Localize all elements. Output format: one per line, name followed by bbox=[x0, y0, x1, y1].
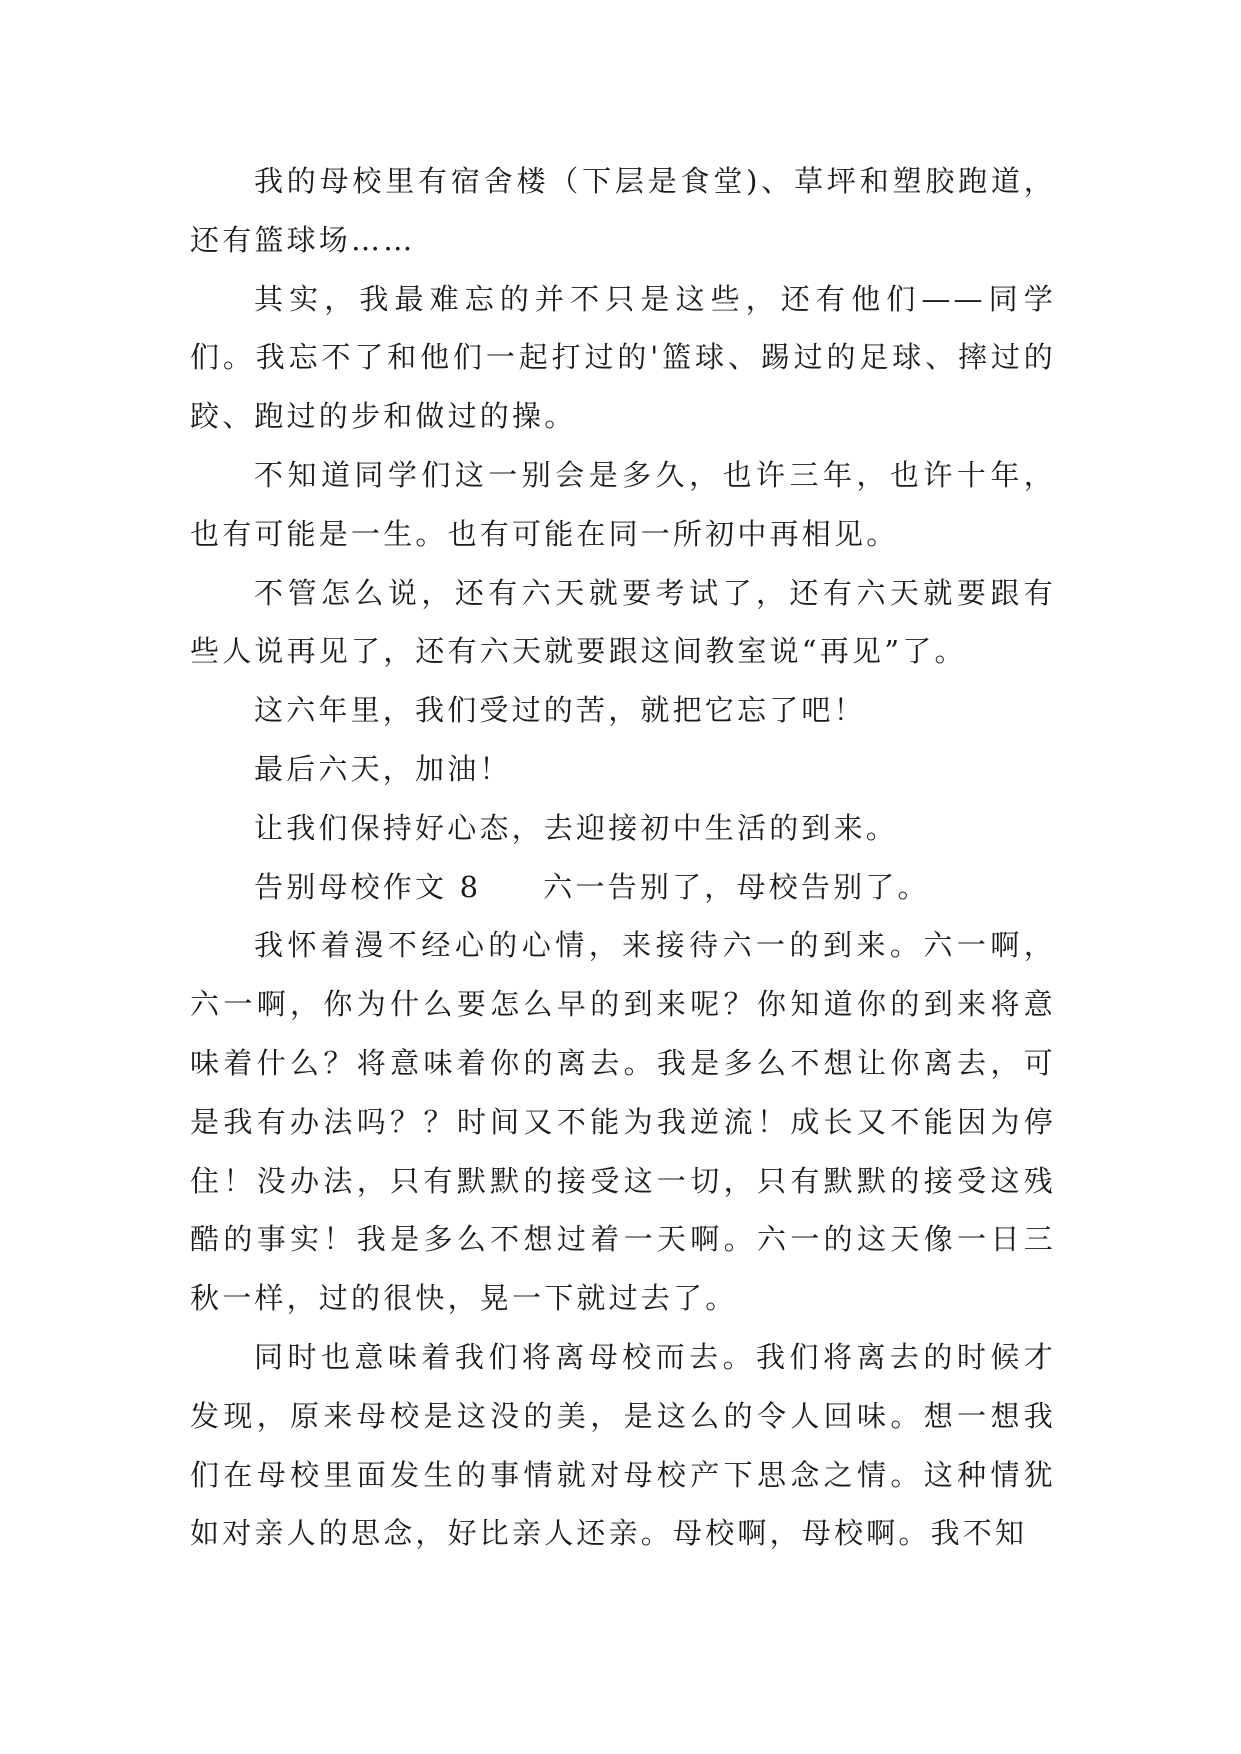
paragraph: 让我们保持好心态，去迎接初中生活的到来。 bbox=[254, 810, 899, 845]
paragraph: 这六年里，我们受过的苦，就把它忘了吧！ bbox=[254, 693, 866, 728]
section-heading-line bbox=[190, 858, 1056, 917]
paragraph: 我的母校里有宿舍楼（下层是食堂)、草坪和塑胶跑道，还有篮球场…… bbox=[190, 164, 1056, 257]
document-body bbox=[190, 152, 1056, 1563]
section-title: 告别母校作文 8 bbox=[254, 869, 482, 904]
paragraph: 我怀着漫不经心的心情，来接待六一的到来。六一啊，六一啊，你为什么要怎么早的到来呢？你知道你的到来将意味着什么？将意味着你的离去。我是多么不想让你离去，可是我有办法吗？？时间又不能为我逆流！成长又不能因为停住！没办法，只有默默的接受这一切，只有默默的接受这残酷的事实！我是多么不想过着一天啊。六一的这天像一日三秋一样，过的很快，晃一下就过去了。 bbox=[190, 928, 1056, 1316]
paragraph: 不知道同学们这一别会是多久，也许三年，也许十年，也有可能是一生。也有可能在同一所初中再相见。 bbox=[190, 457, 1056, 551]
paragraph: 最后六天，加油！ bbox=[254, 751, 512, 786]
paragraph: 不管怎么说，还有六天就要考试了，还有六天就要跟有些人说再见了，还有六天就要跟这间教室说“再见”了。 bbox=[190, 575, 1056, 669]
paragraph: 同时也意味着我们将离母校而去。我们将离去的时候才发现，原来母校是这没的美，是这么的令人回味。想一想我们在母校里面发生的事情就对母校产下思念之情。这种情犹如对亲人的思念，好比亲人还亲。母校啊，母校啊。我不知 bbox=[190, 1339, 1056, 1551]
paragraph: 其实，我最难忘的并不只是这些，还有他们——同学们。我忘不了和他们一起打过的'篮球、踢过的足球、摔过的跤、跑过的步和做过的操。 bbox=[190, 281, 1056, 434]
section-subtitle: 六一告别了，母校告别了。 bbox=[543, 869, 930, 904]
